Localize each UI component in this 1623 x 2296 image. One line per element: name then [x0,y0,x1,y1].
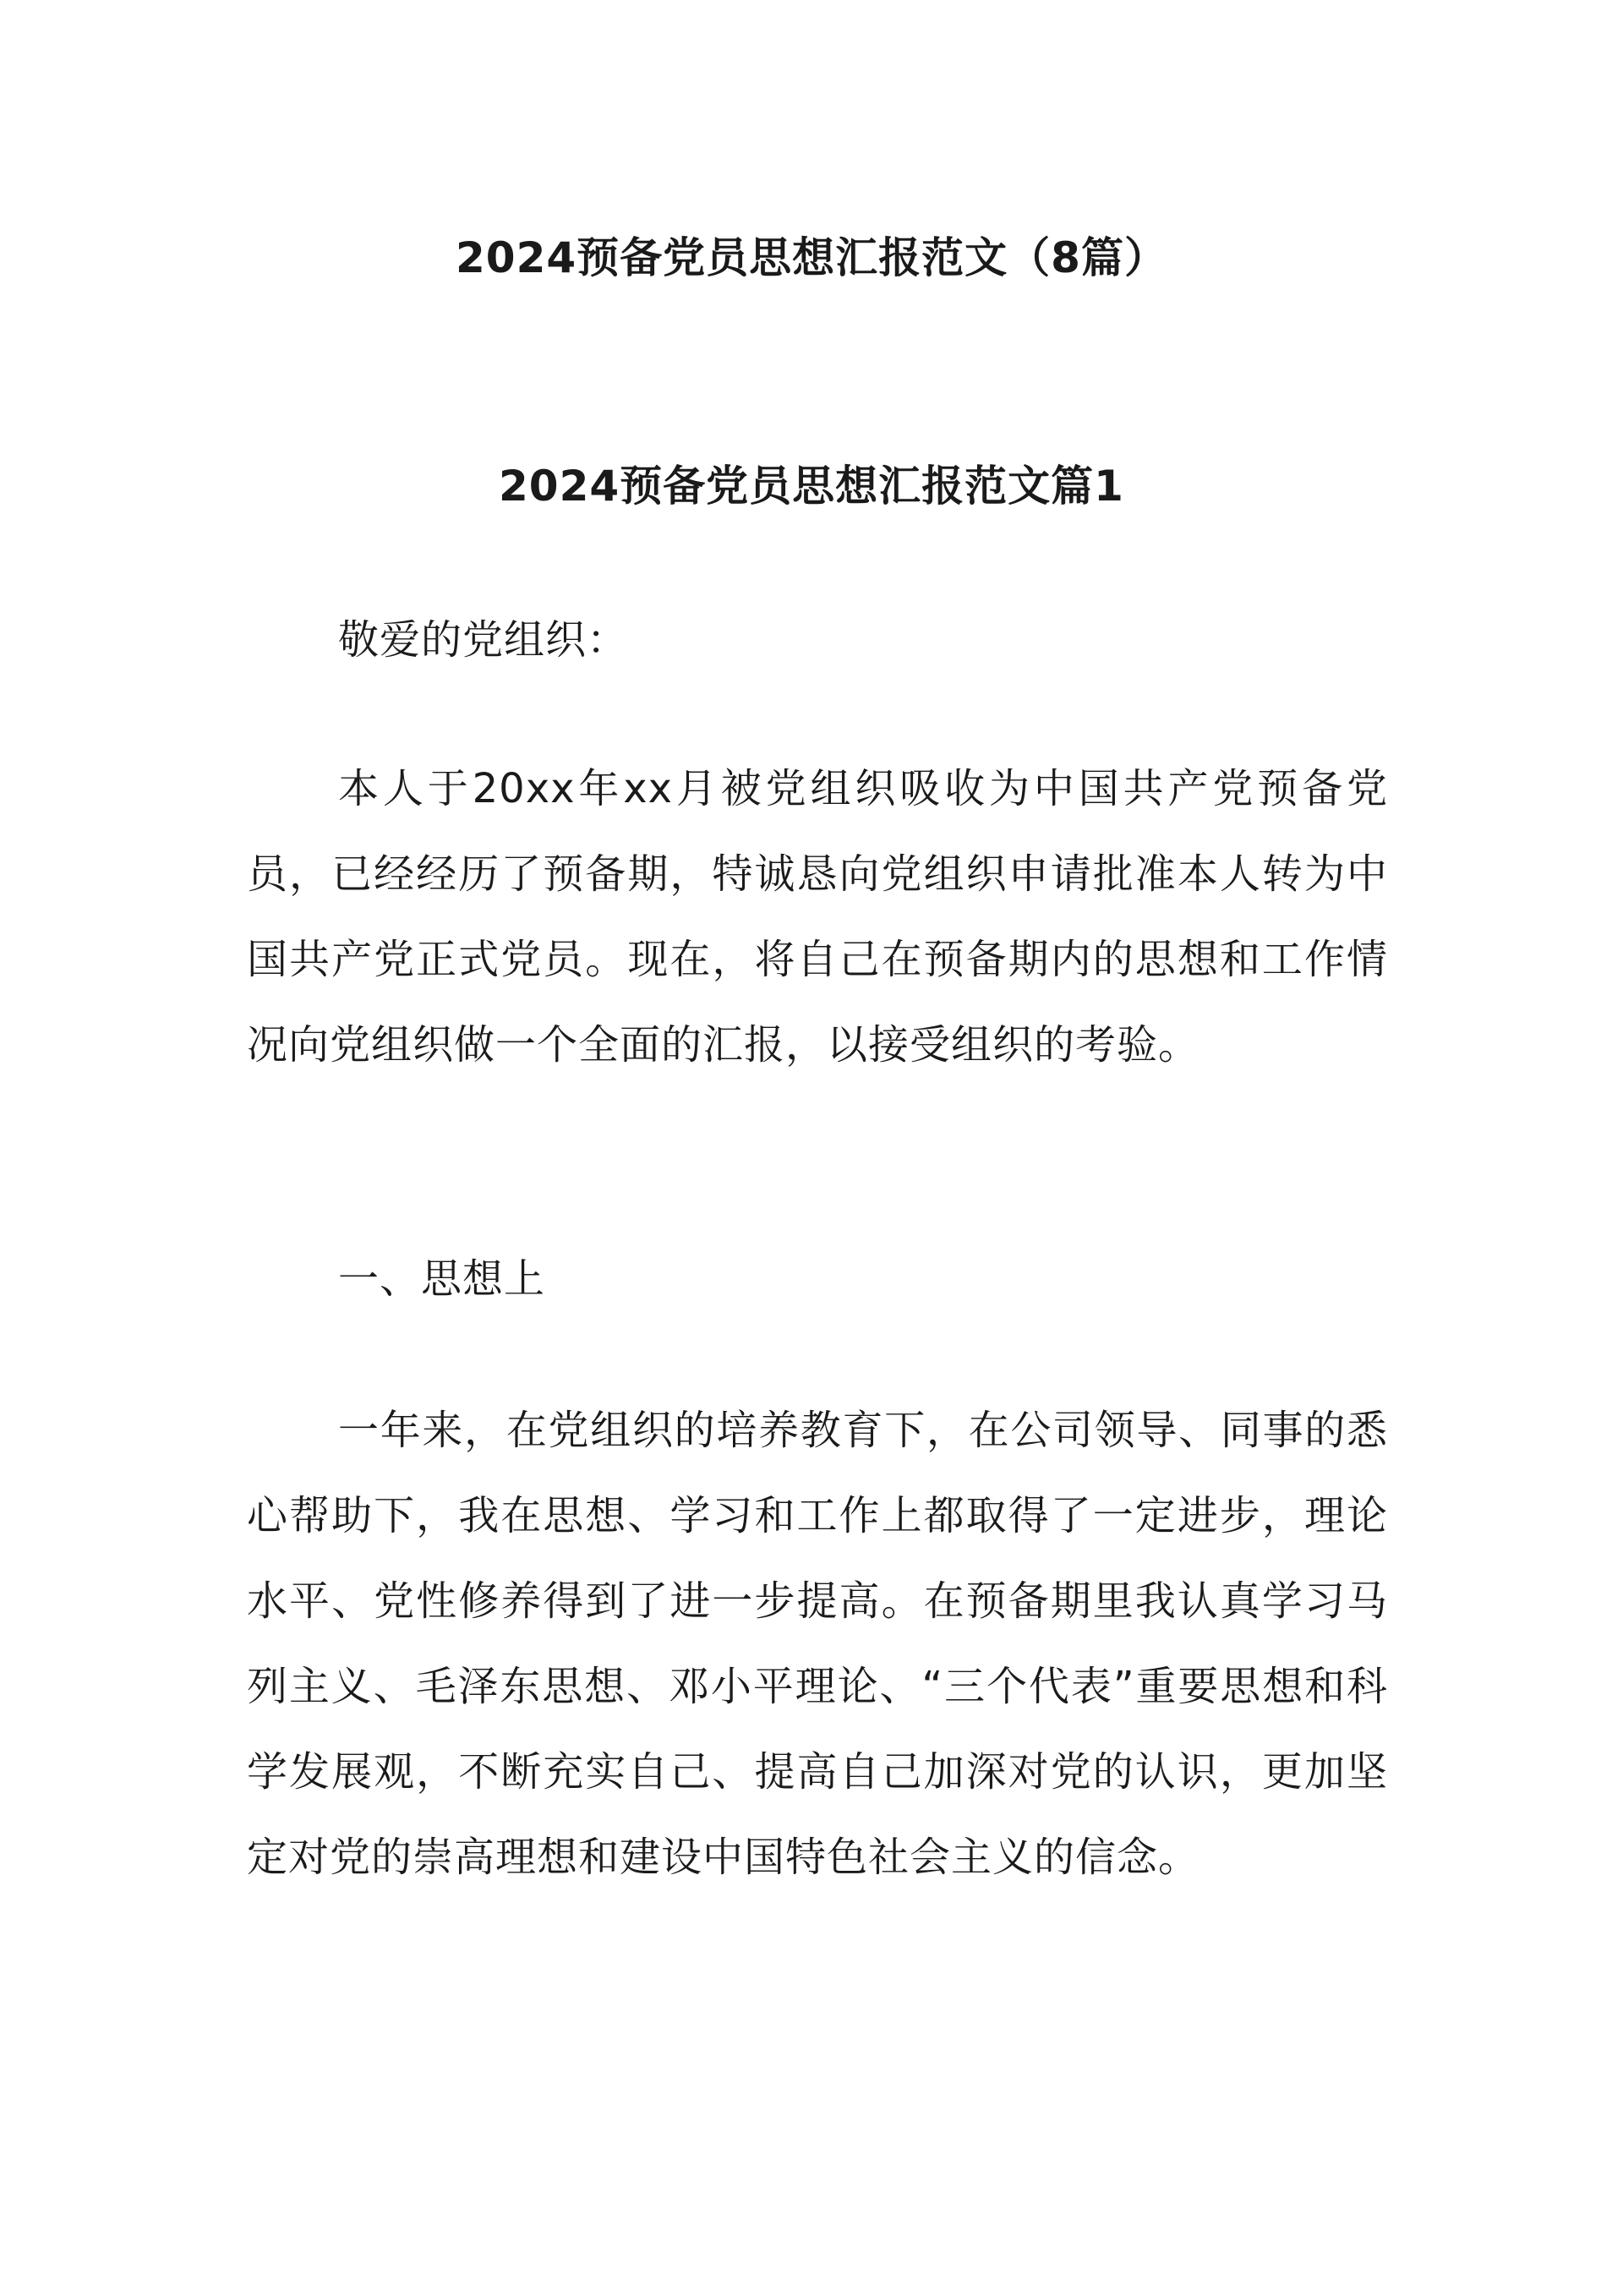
section-title: 2024预备党员思想汇报范文篇1 [499,462,1124,511]
paragraph-intro: 本人于20xx年xx月被党组织吸收为中国共产党预备党员，已经经历了预备期，特诚恳向党组织申请批准本人转为中国共产党正式党员。现在，将自己在预备期内的思想和工作情况向党组织做一个全面的汇报，以接受组织的考验。 [247,765,1388,1069]
paragraph-thought: 一年来，在党组织的培养教育下，在公司领导、同事的悉心帮助下，我在思想、学习和工作上都取得了一定进步，理论水平、党性修养得到了进一步提高。在预备期里我认真学习马列主义、毛泽东思想、邓小平理论、“三个代表”重要思想和科学发展观，不断充实自己、提高自己加深对党的认识，更加坚定对党的崇高理想和建设中国特色社会主义的信念。 [247,1407,1388,1881]
document-title: 2024预备党员思想汇报范文（8篇） [456,233,1167,282]
subheading-thought: 一、思想上 [338,1255,546,1303]
salutation: 敬爱的党组织： [338,616,629,664]
